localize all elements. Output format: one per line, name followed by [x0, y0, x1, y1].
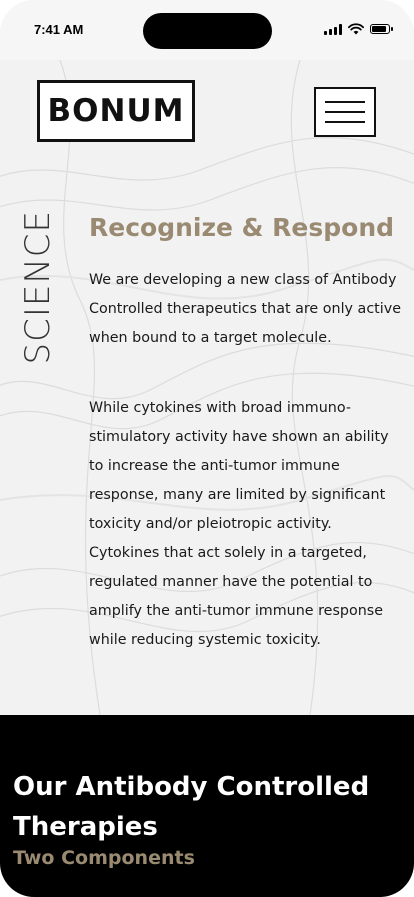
section-vertical-label: SCIENCE — [18, 210, 58, 365]
hamburger-menu-icon[interactable] — [314, 87, 376, 137]
section-headline: Recognize & Respond — [89, 213, 395, 242]
bonum-logo[interactable]: BONUM — [37, 80, 195, 142]
dynamic-island — [143, 13, 272, 49]
menu-line — [325, 121, 365, 123]
status-time: 7:41 AM — [34, 22, 84, 37]
intro-paragraph: We are developing a new class of Antibody Controlled therapeutics that are only active when bound to a target molecule. — [89, 272, 402, 346]
science-section — [0, 60, 414, 715]
menu-line — [325, 111, 365, 113]
therapies-subtitle: Two Components — [13, 847, 195, 869]
status-bar — [0, 0, 414, 60]
therapies-section — [0, 715, 414, 897]
wifi-icon — [348, 23, 364, 35]
status-icons — [324, 23, 390, 35]
therapies-title: Our Antibody Controlled Therapies — [13, 772, 370, 842]
battery-icon — [370, 24, 390, 34]
menu-line — [325, 101, 365, 103]
cellular-signal-icon — [324, 24, 342, 35]
cytokines-paragraph: While cytokines with broad immuno-stimulatory activity have shown an ability to increase the anti-tumor immune response, many are limited by significant toxicity and/or pleiotropic activity. Cytokines that act solely in a targeted, regulated manner have the potential to amplify the anti-tumor immune response while reducing systemic toxicity. — [89, 400, 389, 648]
